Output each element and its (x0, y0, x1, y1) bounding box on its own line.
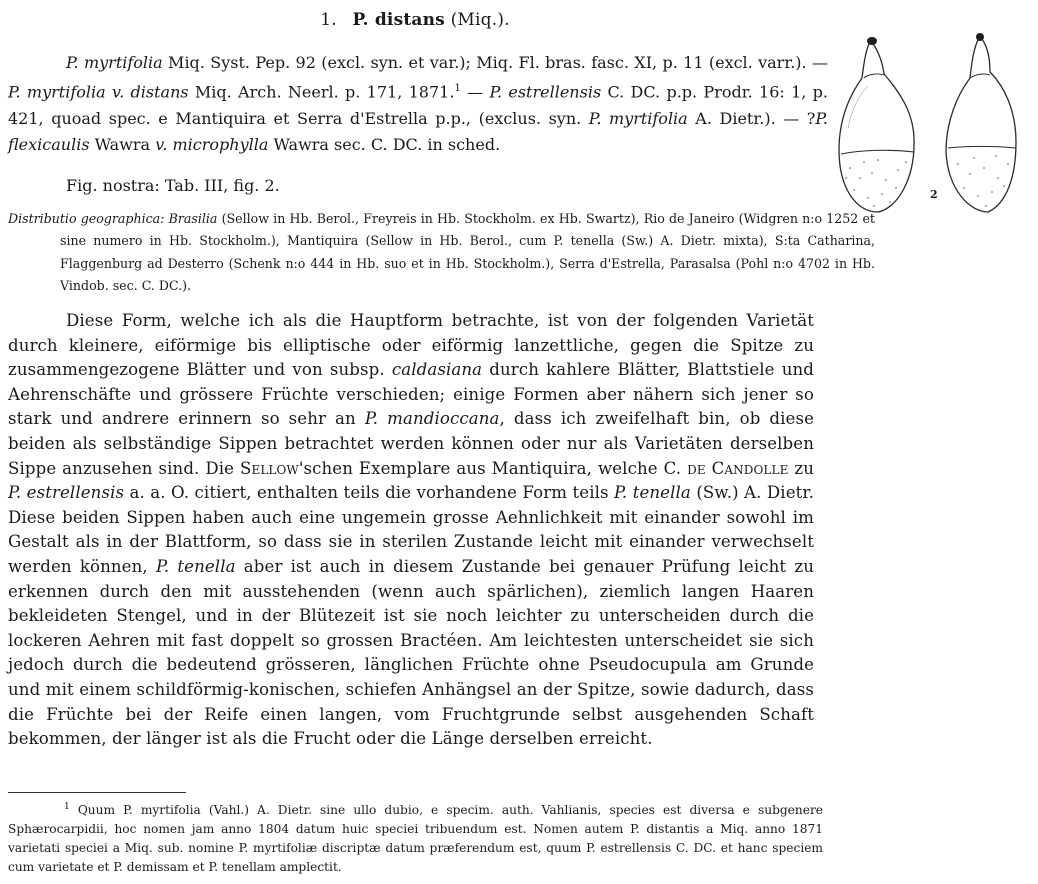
footnote-text: Quum P. myrtifolia (Vahl.) A. Dietr. sine ullo dubio, e specim. auth. Vahlianis, species est diversa e subgenere Sphærocarpidii, hoc nomen jam anno 1804 datum huic speciei tribuendum est. Nomen autem P. distantis a Miq. anno 1871 varietati speciei a Miq. sub. nomine P. myrtifoliæ discriptæ datum præferendum est, quum P. estrellensis C. DC. et hanc speciem cum varietate et P. demissam et P. tenellam amplectit. (8, 803, 823, 875)
distribution-text: (Sellow in Hb. Berol., Freyreis in Hb. Stockholm. ex Hb. Swartz), Rio de Janeiro (Widgren n:o 1252 et sine numero in Hb. Stockholm.), Mantiquira (Sellow in Hb. Berol., cum (60, 211, 875, 249)
body-text-run: 'schen Exemplare aus Mantiquira, welche C. (298, 458, 688, 478)
synonym-citation: A. Dietr.). — ? (687, 108, 816, 128)
taxon-name: P. tenella (614, 483, 691, 503)
footnote-marker: 1 (64, 802, 70, 812)
synonym-citation: Miq. Syst. Pep. 92 (excl. syn. et var.); Miq. Fl. bras. fasc. XI, p. 11 (excl. varr.). — (162, 53, 828, 72)
figure-reference: Fig. nostra: Tab. III, fig. 2. (66, 176, 280, 195)
distribution-taxon: P. tenella (553, 233, 615, 249)
body-text-run: a. a. O. citiert, enthalten teils die vorhandene Form teils (124, 483, 615, 503)
body-text-run: zu (788, 458, 814, 478)
fruit-side-view (946, 36, 1016, 212)
synonym-citation: Wawra (89, 134, 156, 154)
synonym-citation: Wawra sec. C. DC. in sched. (268, 134, 501, 154)
distribution-label: Distributio geographica: Brasilia (8, 211, 218, 226)
species-author: (Miq.). (450, 10, 510, 30)
fruit-front-view (839, 40, 914, 212)
synonym-citation: Miq. Arch. Neerl. p. 171, 1871. (188, 82, 455, 102)
fruit-illustration (838, 28, 1034, 224)
body-text-run: Diese Form, welche ich als die Hauptform betrachte, ist von der folgenden Varietät durch kleinere, eiförmige bis elliptische oder eiförmig lanzettliche, gegen die Spitze zu zusammengezogene Blätter und von subsp. (8, 311, 814, 380)
synonym-citation: C. DC. p.p. Prodr. 16: 1, p. 421, quoad spec. e Mantiquira et Serra d'Estrella p.p., (exclus. syn. (8, 82, 828, 128)
species-name: P. distans (352, 10, 445, 30)
fruit-side-stipple (957, 155, 1009, 207)
body-text-run: durch kahlere Blätter, Blattstiele und Aehrenschäfte und grössere Früchte verschieden; einige Formen aber nähern sich jener so stark und andrere erinnern so sehr an (8, 360, 814, 429)
taxon-name: P. mandioccana (364, 409, 500, 429)
footnote (8, 798, 823, 877)
taxon-name: P. estrellensis (8, 483, 125, 503)
taxon-name: P. tenella (155, 556, 236, 576)
fruit-tip-top (867, 37, 877, 45)
distribution-text: (Sw.) A. Dietr. mixta), S:ta Catharina, Flaggenburg ad Desterro (Schenk n:o 444 in Hb. suo et in Hb. Stockholm.), Serra d'Estrella, Parasalsa (Pohl n:o 4702 in Hb. Vindob. sec. C. DC.). (60, 233, 875, 294)
footnote-reference[interactable]: 1 (454, 83, 461, 95)
distribution-paragraph (8, 208, 875, 298)
synonym-name: P. myrtifolia (66, 53, 163, 72)
footnote-divider (8, 792, 186, 793)
synonym-name: v. microphylla (155, 134, 269, 154)
synonym-name: P. myrtifolia v. distans (8, 82, 189, 102)
person-name: de Candolle (687, 458, 789, 478)
species-number: 1. (320, 10, 337, 30)
synonym-name: P. myrtifolia (588, 108, 688, 128)
synonym-name: P. estrellensis (489, 82, 602, 102)
taxon-name: caldasiana (391, 360, 483, 380)
synonym-name: P. flexicaulis (8, 108, 828, 154)
person-name: Sellow (240, 458, 299, 478)
body-text-run: (Sw.) A. Dietr. Diese beiden Sippen haben auch eine ungemein grosse Aehnlichkeit mit einander sowohl im Gestalt als in der Blattform, so dass sie in sterilen Zustande leicht mit einander verwechselt werden können, (8, 483, 814, 576)
synonymy-paragraph (8, 50, 828, 158)
figure-label: 2 (930, 188, 938, 201)
species-heading (0, 10, 830, 30)
body-text-run: , dass ich zweifelhaft bin, ob diese beiden als selbständige Sippen betrachtet werden können oder nur als Varietäten derselben Sippe anzusehen sind. Die (8, 409, 815, 478)
discussion-paragraph (8, 309, 814, 752)
fruit-tip-side (976, 33, 984, 41)
synonym-separator: — (460, 82, 490, 102)
body-text-run: aber ist auch in diesem Zustande bei genauer Prüfung leicht zu erkennen durch den mit ausstehenden (wenn auch spärlichen), ziemlich langen Haaren bekleideten Stengel, und in der Blütezeit ist sie noch leichter zu unterscheiden durch die lockeren Aehren mit fast doppelt so grossen Bractéen. Am leichtesten unterscheidet sie sich jedoch durch die bedeutend grösseren, länglichen Früchte ohne Pseudocupula am Grunde und mit einem schildförmig-konischen, schiefen Anhängsel an der Spitze, sowie dadurch, dass die Früchte bei der Reife einen langen, vom Fruchtgrunde selbst ausgehenden Schaft bekommen, der länger ist als die Frucht oder die Länge derselben erreicht. (8, 556, 815, 749)
